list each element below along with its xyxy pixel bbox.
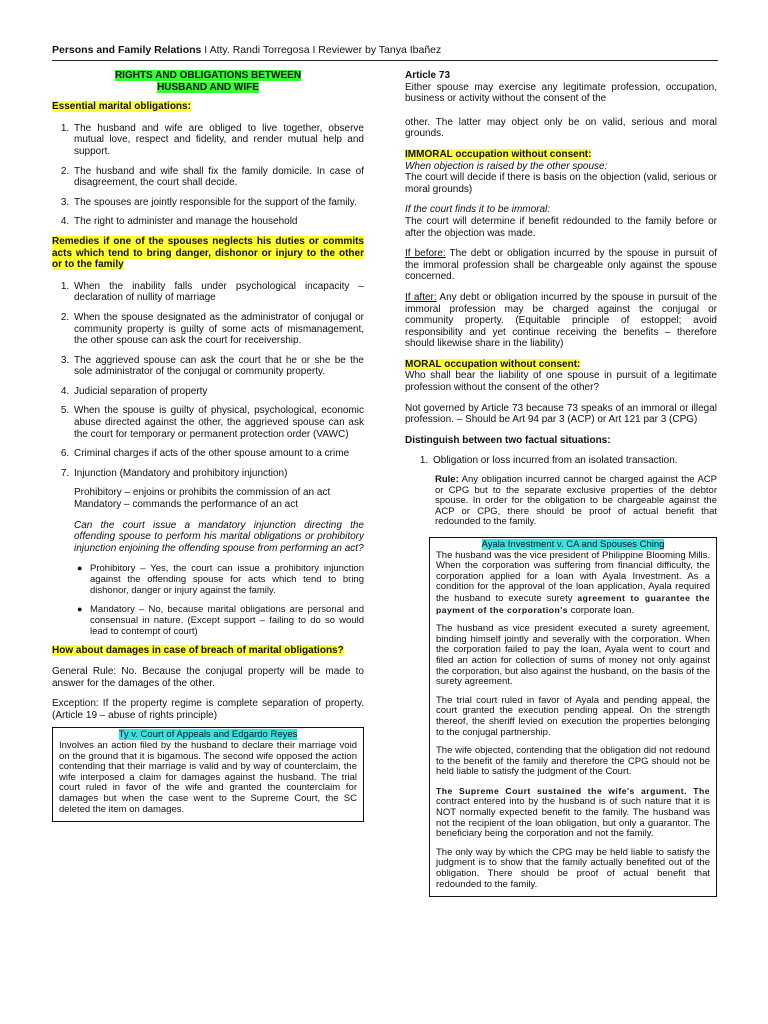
case-paragraph: The wife objected, contending that the obligation did not redound to the benefit of the family and therefore the CPG should not be held liable to satisfy the judgment of the Court.: [436, 745, 710, 778]
article-text-1: Either spouse may exercise any legitimate profession, occupation, business or activity without the consent of the: [405, 81, 717, 105]
article-text-2: other. The latter may object only be on valid, serious and moral grounds.: [405, 116, 717, 140]
course-title: Persons and Family Relations: [52, 44, 202, 56]
list-item: 6. Criminal charges if acts of the other spouse amount to a crime: [72, 448, 364, 460]
list-item: 1. Obligation or loss incurred from an isolated transaction.: [431, 455, 717, 467]
case-text: Involves an action filed by the husband to declare their marriage void on the ground that it is bigamous. The second wife opposed the action contending that their marriage is valid and by way of counterclaim, the wife interposed a claim for damages against the husband. The trial court ruled in favor of the wife and granted the counterclaim for damages but when the case went to the Supreme Court, the SC deleted the item on damages.: [59, 739, 357, 815]
if-before: If before: The debt or obligation incurred by the spouse in pursuit of the immoral profession shall be chargeable only against the spouse concerned.: [405, 248, 717, 283]
essential-heading: Essential marital obligations:: [52, 101, 191, 113]
article-heading: Article 73: [405, 70, 451, 81]
bullet-item: ● Prohibitory – Yes, the court can issue a prohibitory injunction against the offending spouse for acts which tend to bring dishonor, danger or injury against the family.: [77, 563, 364, 597]
list-item: 7. Injunction (Mandatory and prohibitory injunction): [72, 468, 364, 480]
immoral-text: The court will decide if there is basis on the objection (valid, serious or moral grounds): [405, 172, 717, 195]
case-title: Ayala Investment v. CA and Spouses Ching: [481, 539, 665, 550]
mandatory-definition: Mandatory – commands the performance of an act: [74, 499, 299, 511]
page-header: [52, 44, 722, 56]
list-item: 1. When the inability falls under psychological incapacity – declaration of nullity of marriage: [72, 281, 364, 304]
list-item: 5. When the spouse is guilty of physical, psychological, economic abuse directed against the other, the aggrieved spouse can ask the court for temporary or permanent protection order (VAWC): [72, 405, 364, 440]
remedies-heading: Remedies if one of the spouses neglects his duties or commits acts which tend to bring danger, dishonor or injury to the other or to the family: [52, 235, 364, 271]
remedies-list: [52, 281, 364, 480]
damages-heading: How about damages in case of breach of marital obligations?: [52, 645, 344, 657]
if-after: If after: Any debt or obligation incurred by the spouse in pursuit of the immoral profession may be charged against the conjugal or community property. (Equitable principle of estoppel; avoid responsibility and yet continue receiving the benefits – therefore should likewise share in the liability): [405, 291, 718, 350]
case-title: Ty v. Court of Appeals and Edgardo Reyes: [118, 729, 298, 741]
if-immoral: If the court finds it to be immoral:: [405, 204, 551, 216]
left-column: [52, 68, 364, 822]
immoral-sub: When objection is raised by the other spouse:: [405, 160, 608, 172]
exception: Exception: If the property regime is complete separation of property. (Article 19 – abuse of rights principle): [52, 698, 364, 721]
case-paragraph: The only way by which the CPG may be held liable to satisfy the judgment is to show that the family actually benefited out of the obligation. There should be proof of actual benefit that redounded to the family.: [436, 846, 710, 890]
case-box-ayala: [429, 537, 717, 897]
not-governed: Not governed by Article 73 because 73 speaks of an immoral or illegal profession. – Should be Art 94 par 3 (ACP) or Art 121 par 3 (CPG): [405, 402, 717, 426]
essential-list: [52, 123, 364, 228]
list-item: 4. The right to administer and manage the household: [72, 216, 364, 228]
distinguish-heading: Distinguish between two factual situations:: [405, 434, 611, 446]
if-immoral-text: The court will determine if benefit redounded to the family before or after the objection was made.: [405, 215, 717, 239]
right-column: [405, 68, 717, 897]
list-item: 3. The spouses are jointly responsible for the support of the family.: [72, 197, 364, 209]
case-box-ty: [52, 727, 364, 822]
bullet-icon: ●: [77, 604, 83, 615]
moral-text: Who shall bear the liability of one spouse in pursuit of a legitimate profession without the consent of the other?: [405, 370, 717, 394]
situations-list: [405, 455, 717, 467]
moral-heading: MORAL occupation without consent:: [405, 358, 581, 370]
section-title-line1: RIGHTS AND OBLIGATIONS BETWEEN: [114, 70, 302, 81]
bullet-icon: ●: [77, 563, 83, 574]
bullet-item: ● Mandatory – No, because marital obligations are personal and consensual in nature. (Except support – failing to do so would lead to contempt of court): [77, 604, 364, 638]
header-meta: I Atty. Randi Torregosa I Reviewer by Tanya Ibañez: [201, 44, 442, 56]
rule-text: Rule: Any obligation incurred cannot be charged against the ACP or CPG but to the separate exclusive properties of the debtor spouse. In order for the obligation to be chargeable against the ACP or CPG, there should be proof of actual benefit that redounded to the family.: [435, 474, 717, 528]
list-item: 3. The aggrieved spouse can ask the court that he or she be the sole administrator of the conjugal or community property.: [72, 355, 364, 378]
injunction-definitions: [52, 487, 364, 554]
header-rule: [52, 60, 718, 61]
case-paragraph: The husband as vice president executed a surety agreement, binding himself jointly and severally with the corporation. When the corporation failed to pay the loan, Ayala went to court and filed an action for collection of sums of money not only against the corporation, but also against the husband, on the basis of the surety agreement.: [436, 623, 710, 688]
injunction-bullets: [52, 563, 364, 637]
list-item: 2. When the spouse designated as the administrator of conjugal or community property is guilty of some acts of mismanagement, the other spouse can ask the court for receivership.: [72, 312, 364, 347]
immoral-heading: IMMORAL occupation without consent:: [405, 148, 592, 160]
prohibitory-definition: Prohibitory – enjoins or prohibits the commission of an act: [74, 487, 331, 499]
case-paragraph: The trial court ruled in favor of Ayala and pending appeal, the court granted the execution pending appeal. On the strength thereof, the sheriff levied on execution the properties belonging to the conjugal partnership.: [436, 694, 710, 738]
list-item: 4. Judicial separation of property: [72, 386, 364, 398]
injunction-question: Can the court issue a mandatory injunction directing the offending spouse to perform his marital obligations or prohibitory injunction enjoining the offending spouse from performing an act?: [74, 519, 364, 554]
list-item: 1. The husband and wife are obliged to live together, observe mutual love, respect and fidelity, and render mutual help and support.: [72, 123, 364, 158]
general-rule: General Rule: No. Because the conjugal property will be made to answer for the damages of the other.: [52, 666, 364, 689]
list-item: 2. The husband and wife shall fix the family domicile. In case of disagreement, the court shall decide.: [72, 166, 364, 189]
section-title-line2: HUSBAND AND WIFE: [157, 81, 259, 93]
case-paragraph: The Supreme Court sustained the wife's argument. The contract entered into by the husband is of such nature that it is NOT normally expected benefit to the family. The husband was not the recipient of the loan obligation, but only a guarantor. The beneficiary being the corporation and not the family.: [436, 785, 710, 840]
case-paragraph: The husband was the vice president of Philippine Blooming Mills. When the corporation was suffering from financial difficulty, the corporation applied for a loan with Ayala Investment. As a condition for the approval of the loan application, Ayala required the husband to execute surety agreement to guarantee the payment of the corporation's corporate loan.: [436, 549, 710, 616]
section-title: [52, 70, 364, 93]
